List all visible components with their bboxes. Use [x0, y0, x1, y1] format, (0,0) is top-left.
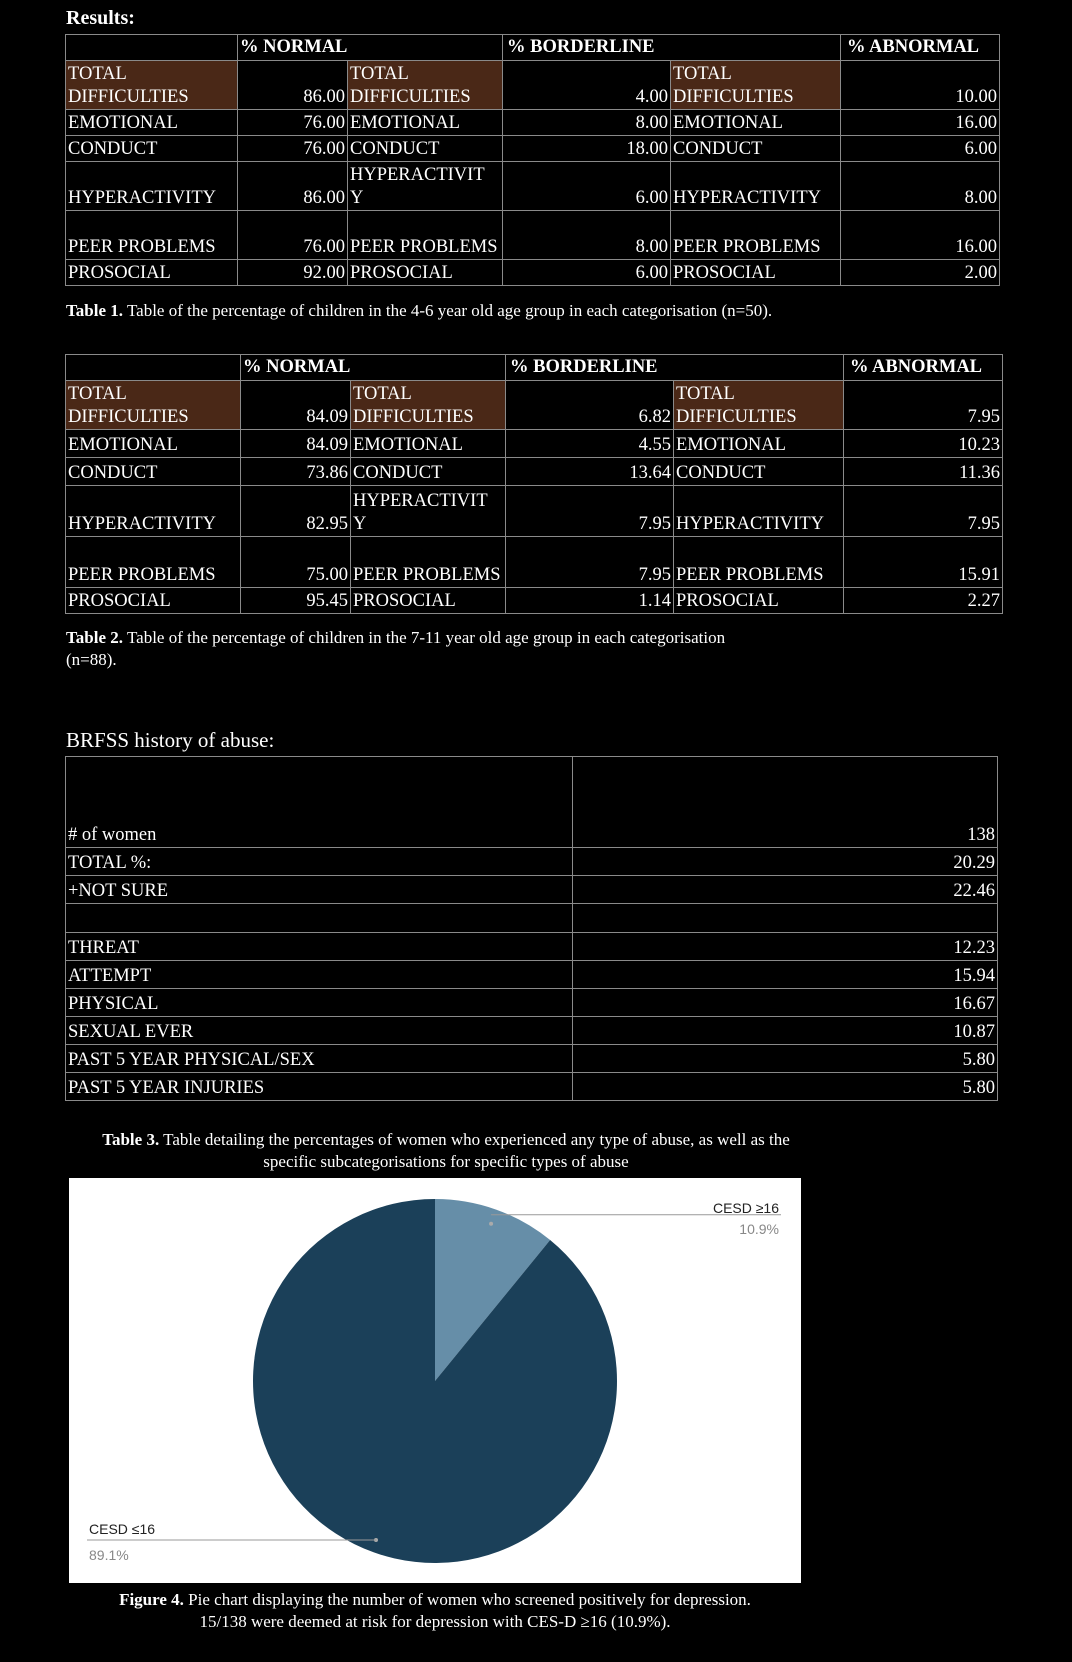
- row-label: PROSOCIAL: [66, 260, 238, 286]
- row-label: PHYSICAL: [66, 989, 573, 1017]
- normal-value: 82.95: [241, 486, 351, 537]
- table-3: [65, 756, 998, 1101]
- row-label: PROSOCIAL: [351, 588, 506, 614]
- table-1: [65, 34, 1000, 286]
- abnormal-value: 2.27: [844, 588, 1003, 614]
- header-blank: [66, 35, 238, 61]
- table-row: [66, 162, 1000, 211]
- row-label: HYPERACTIVITY: [66, 162, 238, 211]
- borderline-value: 1.14: [506, 588, 674, 614]
- normal-value: 95.45: [241, 588, 351, 614]
- borderline-value: 6.82: [506, 381, 674, 430]
- row-label: PROSOCIAL: [674, 588, 844, 614]
- normal-value: 86.00: [238, 162, 348, 211]
- abnormal-value: 2.00: [841, 260, 1000, 286]
- row-value: 22.46: [573, 876, 998, 904]
- abuse-heading: BRFSS history of abuse:: [66, 728, 275, 752]
- table-row: [66, 537, 1003, 588]
- header-normal: % NORMAL: [241, 355, 506, 381]
- borderline-value: 6.00: [503, 260, 671, 286]
- row-value: 16.67: [573, 989, 998, 1017]
- abnormal-value: 11.36: [844, 458, 1003, 486]
- borderline-value: 8.00: [503, 211, 671, 260]
- table-row: [66, 136, 1000, 162]
- borderline-value: 18.00: [503, 136, 671, 162]
- row-label: TOTAL DIFFICULTIES: [348, 61, 503, 110]
- slice-value-0: 10.9%: [739, 1221, 779, 1237]
- table-row: [66, 989, 998, 1017]
- row-label: EMOTIONAL: [671, 110, 841, 136]
- normal-value: 84.09: [241, 430, 351, 458]
- slice-label-1: CESD ≤16: [89, 1521, 156, 1537]
- abnormal-value: 15.91: [844, 537, 1003, 588]
- abnormal-value: 16.00: [841, 110, 1000, 136]
- row-label: CONDUCT: [671, 136, 841, 162]
- header-abnormal: % ABNORMAL: [841, 35, 1000, 61]
- table-row-blank: [66, 904, 998, 933]
- row-label: PAST 5 YEAR INJURIES: [66, 1073, 573, 1101]
- row-label: SEXUAL EVER: [66, 1017, 573, 1045]
- leader-dot-0: [489, 1222, 493, 1226]
- table-row: [66, 588, 1003, 614]
- row-label: EMOTIONAL: [351, 430, 506, 458]
- row-label: CONDUCT: [674, 458, 844, 486]
- borderline-value: 8.00: [503, 110, 671, 136]
- slice-value-1: 89.1%: [89, 1547, 129, 1563]
- table-2-header-row: [66, 355, 1003, 381]
- header-borderline: % BORDERLINE: [503, 35, 841, 61]
- row-label: EMOTIONAL: [674, 430, 844, 458]
- table-row: [66, 61, 1000, 110]
- row-label: # of women: [66, 757, 573, 848]
- header-abnormal: % ABNORMAL: [844, 355, 1003, 381]
- abnormal-value: 8.00: [841, 162, 1000, 211]
- pie-chart: [69, 1178, 801, 1583]
- row-label: EMOTIONAL: [66, 110, 238, 136]
- row-label: HYPERACTIVIT Y: [351, 486, 506, 537]
- row-label: PEER PROBLEMS: [66, 211, 238, 260]
- table-row: [66, 211, 1000, 260]
- row-label: HYPERACTIVITY: [671, 162, 841, 211]
- row-label: PROSOCIAL: [66, 588, 241, 614]
- row-label: HYPERACTIVITY: [674, 486, 844, 537]
- row-value: 138: [573, 757, 998, 848]
- table-row: [66, 848, 998, 876]
- row-label: EMOTIONAL: [66, 430, 241, 458]
- header-blank: [66, 355, 241, 381]
- header-normal: % NORMAL: [238, 35, 503, 61]
- row-label: TOTAL DIFFICULTIES: [671, 61, 841, 110]
- header-borderline: % BORDERLINE: [506, 355, 844, 381]
- borderline-value: 7.95: [506, 486, 674, 537]
- normal-value: 76.00: [238, 110, 348, 136]
- row-label: HYPERACTIVITY: [66, 486, 241, 537]
- pie-chart-panel: [69, 1178, 801, 1583]
- table-row: [66, 458, 1003, 486]
- abnormal-value: 10.23: [844, 430, 1003, 458]
- borderline-value: 7.95: [506, 537, 674, 588]
- normal-value: 76.00: [238, 211, 348, 260]
- borderline-value: 4.55: [506, 430, 674, 458]
- abnormal-value: 16.00: [841, 211, 1000, 260]
- row-label: PROSOCIAL: [671, 260, 841, 286]
- table-row: [66, 381, 1003, 430]
- row-label: CONDUCT: [66, 458, 241, 486]
- row-label: EMOTIONAL: [348, 110, 503, 136]
- table-1-header-row: [66, 35, 1000, 61]
- row-value: 12.23: [573, 933, 998, 961]
- row-value: 5.80: [573, 1045, 998, 1073]
- borderline-value: 4.00: [503, 61, 671, 110]
- row-label: PAST 5 YEAR PHYSICAL/SEX: [66, 1045, 573, 1073]
- row-label: ATTEMPT: [66, 961, 573, 989]
- table-row: [66, 1045, 998, 1073]
- results-heading: Results:: [66, 7, 135, 29]
- row-label: TOTAL %:: [66, 848, 573, 876]
- row-label: THREAT: [66, 933, 573, 961]
- normal-value: 76.00: [238, 136, 348, 162]
- normal-value: 92.00: [238, 260, 348, 286]
- row-label: TOTAL DIFFICULTIES: [674, 381, 844, 430]
- abnormal-value: 6.00: [841, 136, 1000, 162]
- row-label: CONDUCT: [348, 136, 503, 162]
- normal-value: 86.00: [238, 61, 348, 110]
- normal-value: 73.86: [241, 458, 351, 486]
- borderline-value: 6.00: [503, 162, 671, 211]
- row-label: HYPERACTIVIT Y: [348, 162, 503, 211]
- table-row: [66, 1017, 998, 1045]
- row-value: 10.87: [573, 1017, 998, 1045]
- slice-label-0: CESD ≥16: [712, 1200, 779, 1216]
- row-label: TOTAL DIFFICULTIES: [351, 381, 506, 430]
- table-row: [66, 933, 998, 961]
- table-row: [66, 260, 1000, 286]
- row-value: 15.94: [573, 961, 998, 989]
- table-row: [66, 430, 1003, 458]
- table-row: [66, 757, 998, 848]
- table-row: [66, 1073, 998, 1101]
- table-row: [66, 961, 998, 989]
- normal-value: 75.00: [241, 537, 351, 588]
- row-label: PROSOCIAL: [348, 260, 503, 286]
- row-value: 5.80: [573, 1073, 998, 1101]
- row-label: +NOT SURE: [66, 876, 573, 904]
- row-label: PEER PROBLEMS: [66, 537, 241, 588]
- row-label: TOTAL DIFFICULTIES: [66, 61, 238, 110]
- table-3-caption: Table 3. Table detailing the percentages of women who experienced any type of abuse, as well as the specific subcategorisations for specific types of abuse: [102, 1130, 790, 1171]
- table-2: [65, 354, 1003, 614]
- row-label: PEER PROBLEMS: [671, 211, 841, 260]
- abnormal-value: 7.95: [844, 486, 1003, 537]
- pie-slice-1: [253, 1199, 617, 1563]
- abnormal-value: 10.00: [841, 61, 1000, 110]
- row-label: PEER PROBLEMS: [348, 211, 503, 260]
- table-1-caption: Table 1. Table of the percentage of children in the 4-6 year old age group in each categorisation (n=50).: [66, 301, 773, 320]
- row-label: CONDUCT: [66, 136, 238, 162]
- row-label: PEER PROBLEMS: [351, 537, 506, 588]
- table-2-caption: Table 2. Table of the percentage of children in the 7-11 year old age group in each categorisation (n=88).: [66, 628, 726, 669]
- row-label: CONDUCT: [351, 458, 506, 486]
- abnormal-value: 7.95: [844, 381, 1003, 430]
- table-row: [66, 486, 1003, 537]
- borderline-value: 13.64: [506, 458, 674, 486]
- row-label: PEER PROBLEMS: [674, 537, 844, 588]
- figure-4-caption: Figure 4. Pie chart displaying the number of women who screened positively for depression. 15/138 were deemed at risk for depression with CES-D ≥16 (10.9%).: [119, 1590, 751, 1631]
- table-row: [66, 876, 998, 904]
- row-label: TOTAL DIFFICULTIES: [66, 381, 241, 430]
- row-value: 20.29: [573, 848, 998, 876]
- normal-value: 84.09: [241, 381, 351, 430]
- table-row: [66, 110, 1000, 136]
